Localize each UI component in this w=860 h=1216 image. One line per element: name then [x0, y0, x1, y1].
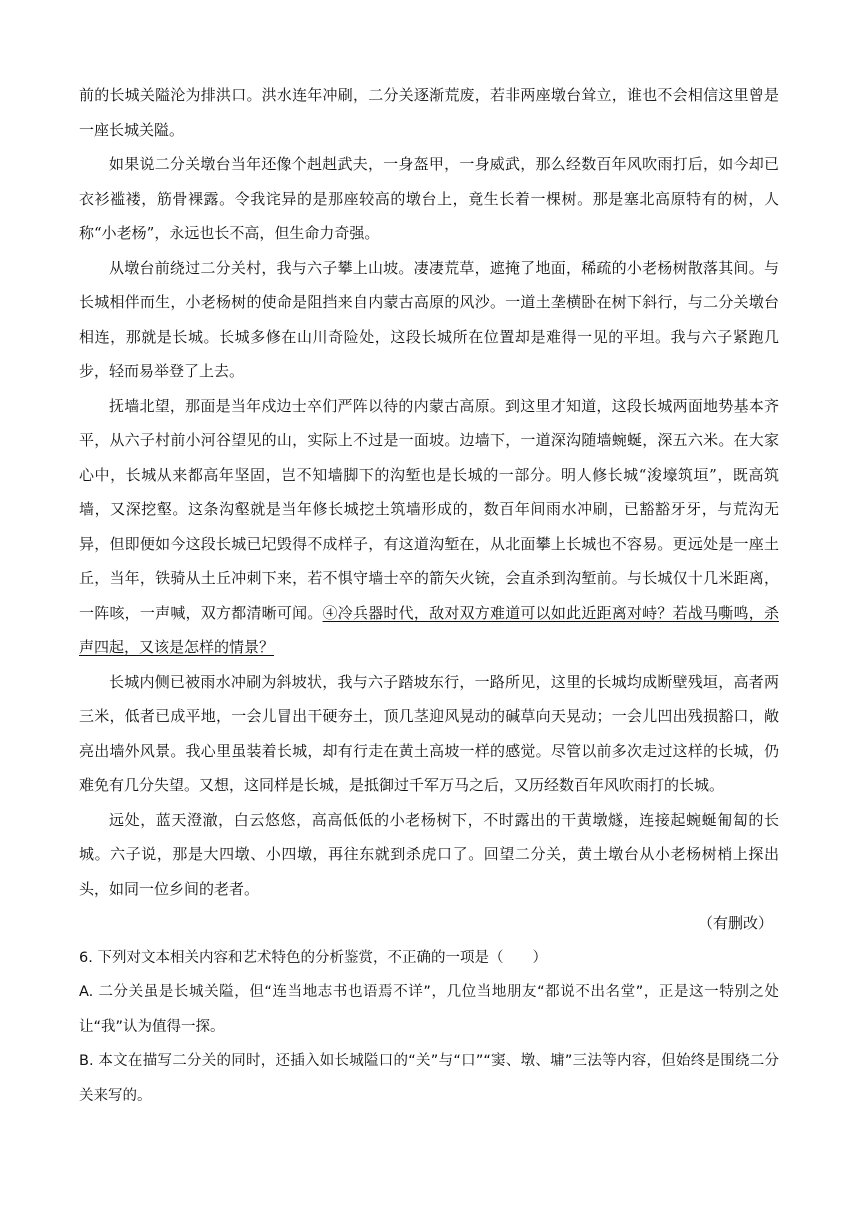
underlined-sentence-4: ④冷兵器时代，敌对双方难道可以如此近距离对峙？若战马嘶鸣，杀声四起，又该是怎样的情景？ [79, 603, 779, 656]
question-stem: 6. 下列对文本相关内容和艺术特色的分析鉴赏，不正确的一项是（ ） [79, 949, 547, 966]
page-content [79, 78, 779, 1113]
passage-paragraph: 如果说二分关墩台当年还像个赳赳武夫，一身盔甲，一身威武，那么经数百年风吹雨打后，如今却已衣衫褴褛，筋骨裸露。令我诧异的是那座较高的墩台上，竟生长着一棵树。那是塞北高原特有的树，人称“小老杨”，永远也长不高，但生命力奇强。 [79, 155, 779, 242]
source-note: （有删改） [697, 914, 773, 932]
passage-paragraph-with-underline [79, 389, 779, 665]
passage-paragraph: 远处，蓝天澄澈，白云悠悠，高高低低的小老杨树下，不时露出的干黄墩燧，连接起蜿蜒匍匐的长城。六子说，那是大四墩、小四墩，再往东就到杀虎口了。回望二分关，黄土墩台从小老杨树梢上探出头，如同一位乡间的老者。 [79, 810, 779, 898]
passage-text: 抚墙北望，那面是当年戍边士卒们严阵以待的内蒙古高原。到这里才知道，这段长城两面地势基本齐平，从六子村前小河谷望见的山，实际上不过是一面坡。边墙下，一道深沟随墙蜿蜒，深五六米。在大家心中，长城从来都高年坚固，岂不知墙脚下的沟堑也是长城的一部分。明人修长城“浚壕筑垣”，既高筑墙，又深挖壑。这条沟壑就是当年修长城挖土筑墙形成的，数百年间雨水冲刷，已豁豁牙牙，与荒沟无异，但即便如今这段长城已圮毁得不成样子，有这道沟堑在，从北面攀上长城也不容易。更远处是一座土丘，当年，铁骑从土丘冲刺下来，若不惧守墙士卒的箭矢火铳，会直杀到沟堑前。与长城仅十几米距离，一阵咳，一声喊，双方都清晰可闻。 [79, 396, 779, 622]
option-a: A. 二分关虽是长城关隘，但“连当地志书也语焉不详”，几位当地朋友“都说不出名堂”，正是这一特别之处让“我”认为值得一探。 [79, 984, 779, 1035]
passage-paragraph: 长城内侧已被雨水冲刷为斜坡状，我与六子踏坡东行，一路所见，这里的长城均成断壁残垣，高者两三米，低者已成平地，一会儿冒出干硬夯土，顶几茎迎风晃动的碱草向天晃动；一会儿凹出残损豁口，敞亮出墙外风景。我心里虽装着长城，却有行走在黄土高坡一样的感觉。尽管以前多次走过这样的长城，仍难免有几分失望。又想，这同样是长城，是抵御过千军万马之后，又历经数百年风吹雨打的长城。 [79, 672, 779, 794]
passage-paragraph: 从墩台前绕过二分关村，我与六子攀上山坡。凄凄荒草，遮掩了地面，稀疏的小老杨树散落其间。与长城相伴而生，小老杨树的使命是阻挡来自内蒙古高原的风沙。一道土垄横卧在树下斜行，与二分关墩台相连，那就是长城。长城多修在山川奇险处，这段长城所在位置却是难得一见的平坦。我与六子紧跑几步，轻而易举登了上去。 [79, 258, 779, 380]
option-b: B. 本文在描写二分关的同时，还插入如长城隘口的“关”与“口”“窦、墩、墉”三法等内容，但始终是围绕二分关来写的。 [79, 1053, 779, 1104]
passage-paragraph-continued: 前的长城关隘沦为排洪口。洪水连年冲刷，二分关逐渐荒废，若非两座墩台耸立，谁也不会相信这里曾是一座长城关隘。 [79, 86, 779, 139]
